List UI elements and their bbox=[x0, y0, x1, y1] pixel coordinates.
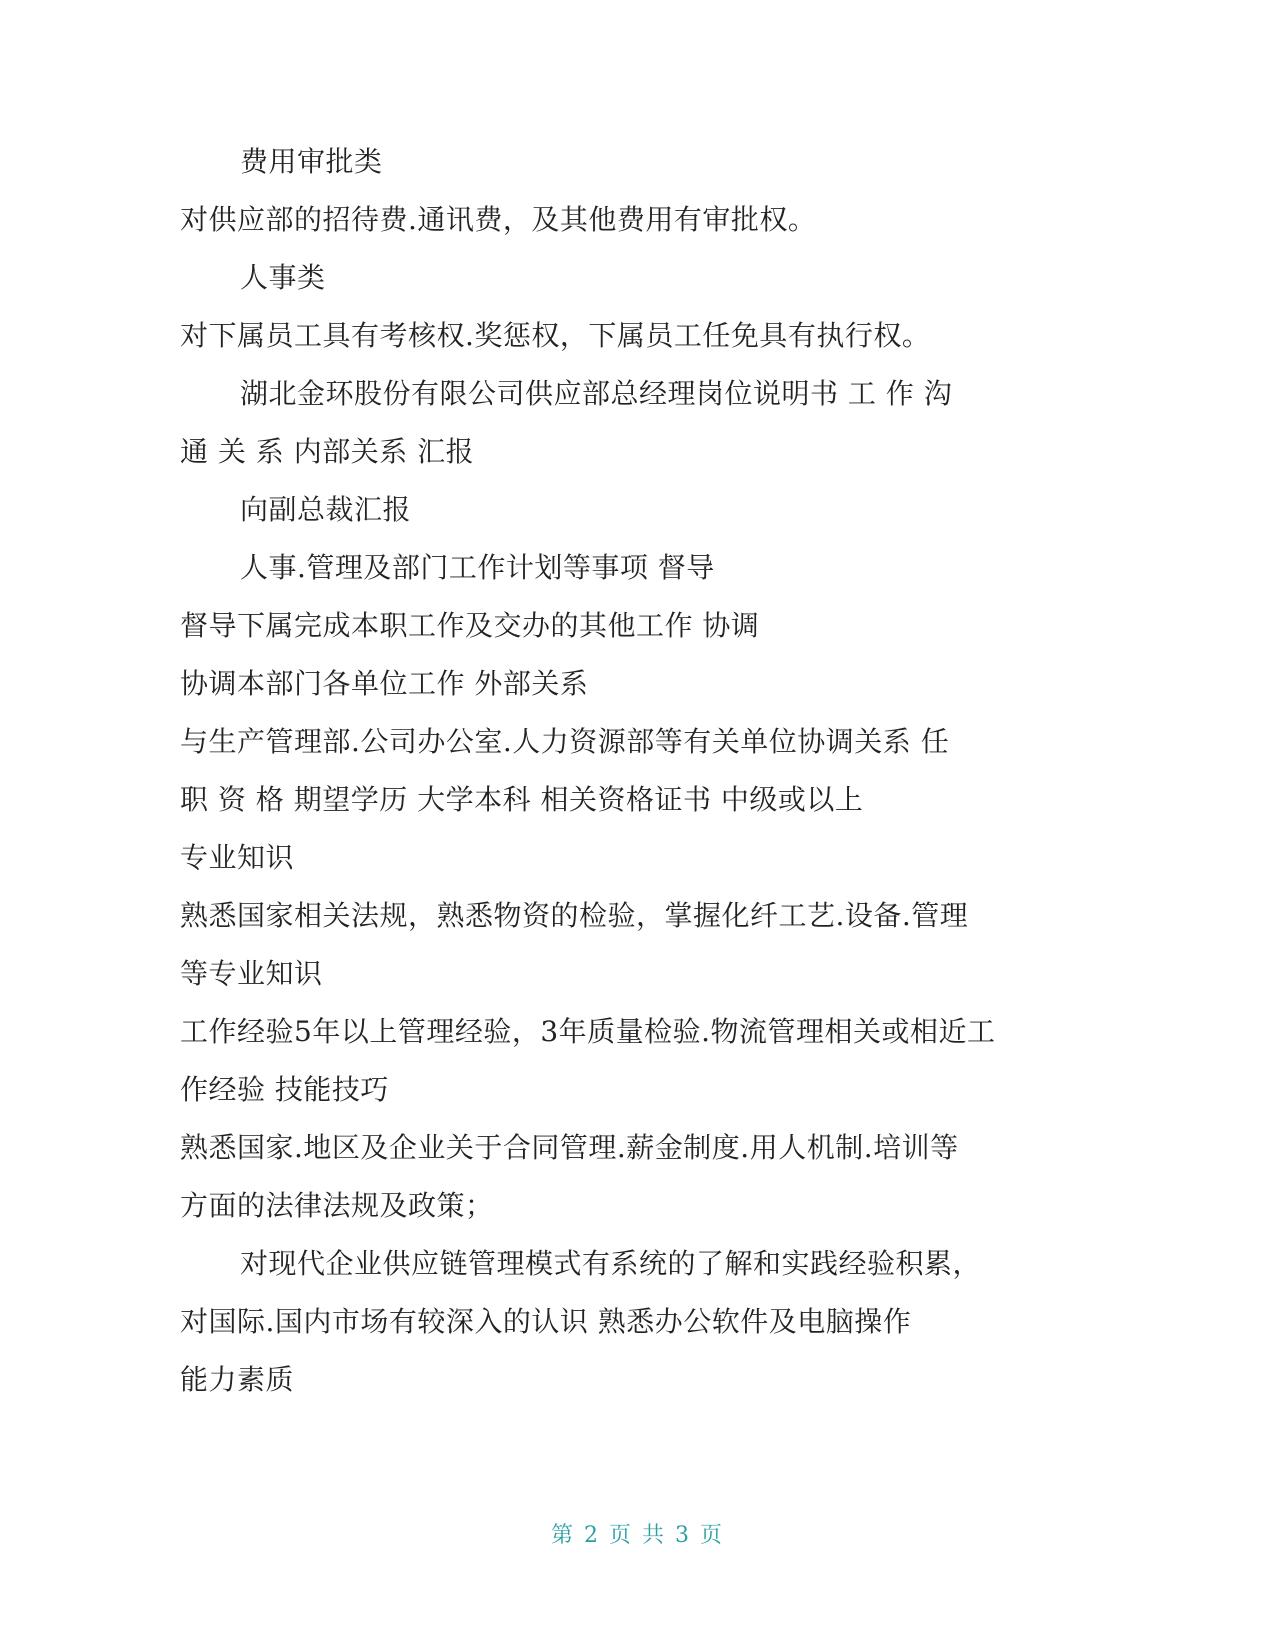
text-line: 熟悉国家相关法规，熟悉物资的检验，掌握化纤工艺.设备.管理 bbox=[180, 899, 969, 932]
text-line: 等专业知识 bbox=[180, 957, 323, 990]
text-line: 熟悉国家.地区及企业关于合同管理.薪金制度.用人机制.培训等 bbox=[180, 1131, 959, 1164]
text-line: 督导下属完成本职工作及交办的其他工作 协调 bbox=[180, 609, 760, 642]
text-line: 作经验 技能技巧 bbox=[180, 1073, 389, 1106]
text-line: 协调本部门各单位工作 外部关系 bbox=[180, 667, 589, 700]
text-line: 工作经验5年以上管理经验，3年质量检验.物流管理相关或相近工 bbox=[180, 1015, 996, 1048]
heading-personnel: 人事类 bbox=[240, 261, 326, 294]
text-line: 通 关 系 内部关系 汇报 bbox=[180, 435, 475, 468]
text-line: 对下属员工具有考核权.奖惩权，下属员工任免具有执行权。 bbox=[180, 319, 931, 352]
text-line: 与生产管理部.公司办公室.人力资源部等有关单位协调关系 任 bbox=[180, 725, 950, 758]
text-line: 职 资 格 期望学历 大学本科 相关资格证书 中级或以上 bbox=[180, 783, 864, 816]
text-line: 能力素质 bbox=[180, 1363, 295, 1396]
text-line: 方面的法律法规及政策； bbox=[180, 1189, 494, 1222]
text-line: 对供应部的招待费.通讯费，及其他费用有审批权。 bbox=[180, 203, 817, 236]
text-line: 人事.管理及部门工作计划等事项 督导 bbox=[240, 551, 715, 584]
heading-expense-approval: 费用审批类 bbox=[240, 145, 383, 178]
text-line: 对国际.国内市场有较深入的认识 熟悉办公软件及电脑操作 bbox=[180, 1305, 912, 1338]
text-line: 向副总裁汇报 bbox=[240, 493, 412, 526]
text-line: 对现代企业供应链管理模式有系统的了解和实践经验积累， bbox=[240, 1247, 982, 1280]
text-line: 专业知识 bbox=[180, 841, 295, 874]
text-line: 湖北金环股份有限公司供应部总经理岗位说明书 工 作 沟 bbox=[240, 377, 953, 410]
page-number-footer: 第 2 页 共 3 页 bbox=[551, 1523, 724, 1548]
